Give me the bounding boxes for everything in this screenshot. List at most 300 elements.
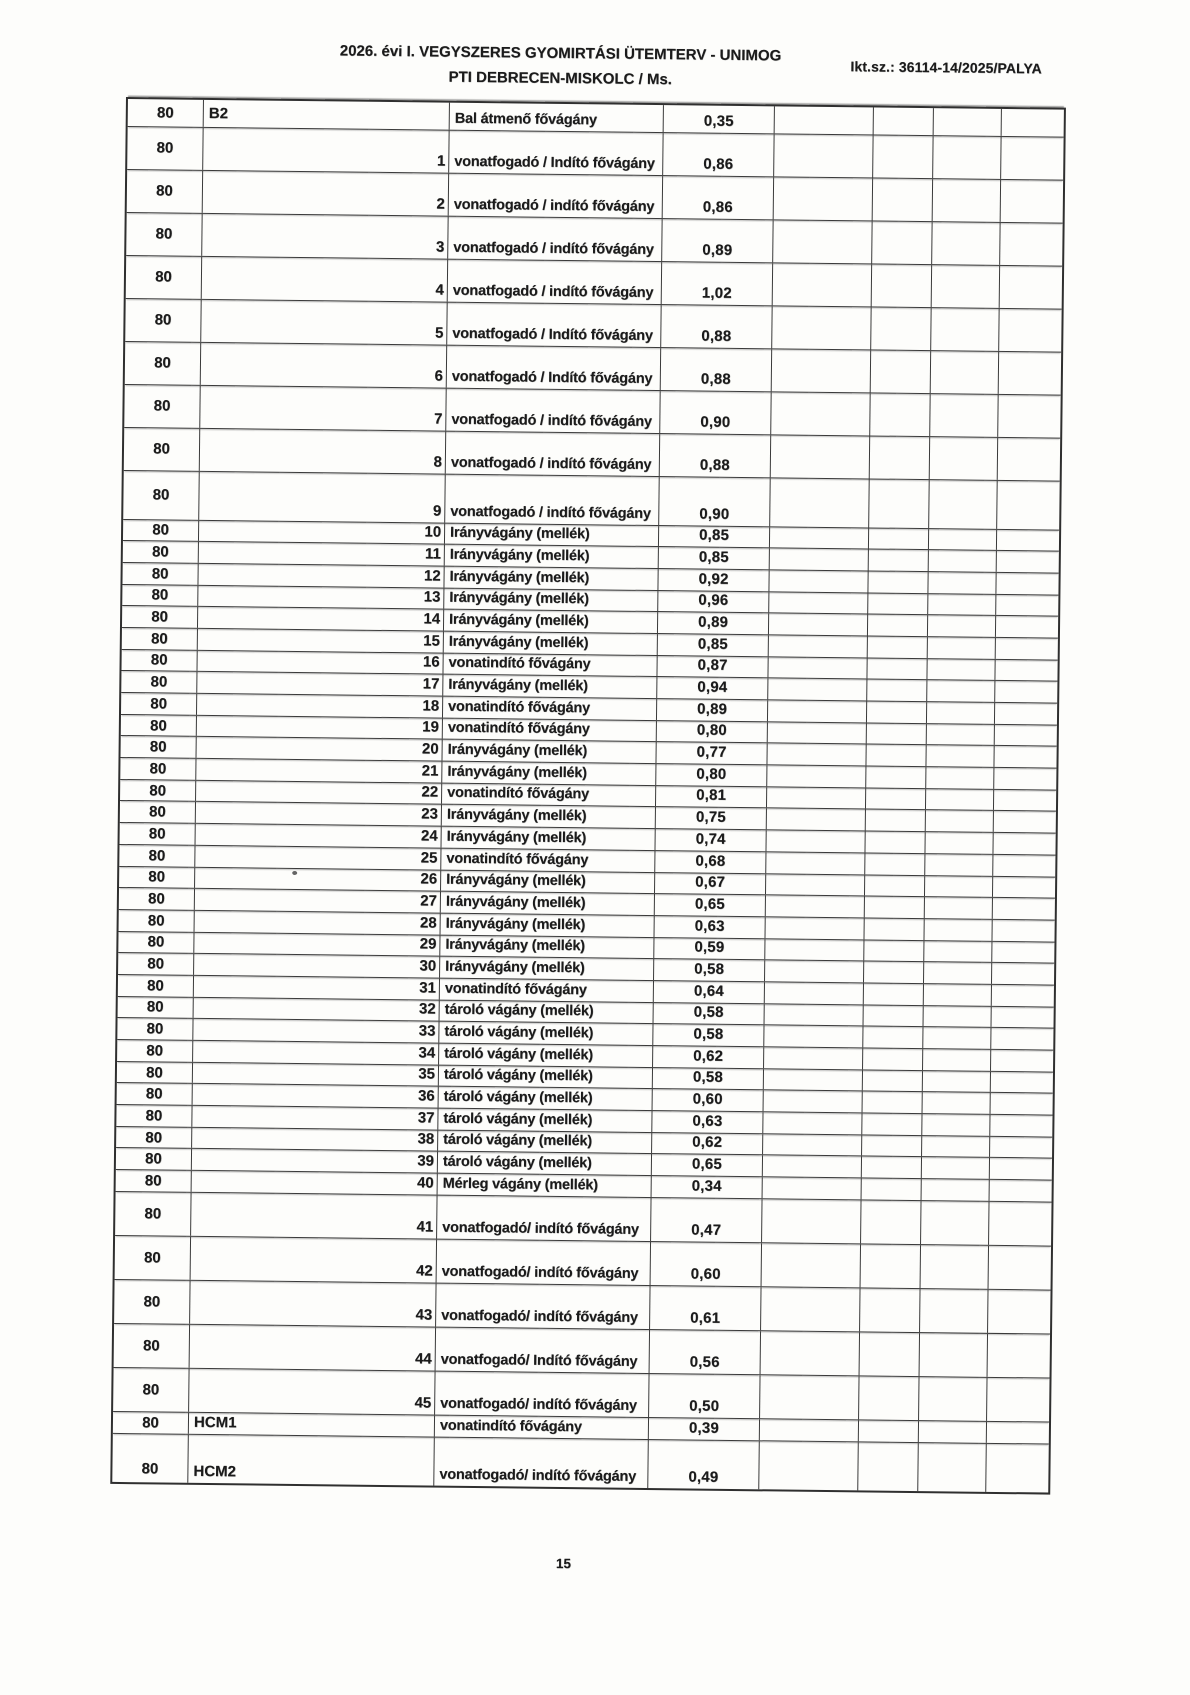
cell-empty: [994, 790, 1056, 811]
cell-track-name: Irányvágány (mellék): [441, 913, 655, 936]
cell-station-and-number: 31: [194, 976, 440, 999]
cell-track-name: vonatindító fővágány: [443, 653, 657, 676]
cell-empty: [764, 1047, 863, 1069]
cell-station-and-number: 26: [195, 867, 441, 890]
cell-station-and-number: 33: [193, 1019, 439, 1042]
cell-empty: [918, 1443, 987, 1492]
cell-track-name: vonatindító fővágány: [435, 1415, 649, 1438]
cell-line-number: 80: [118, 975, 194, 997]
cell-track-name: vonatfogadó / Indító fővágány: [447, 345, 661, 389]
cell-station-and-number: 14: [198, 607, 444, 630]
cell-treatment-value: 0,62: [652, 1133, 763, 1155]
cell-empty: [861, 1200, 921, 1244]
cell-track-name: tároló vágány (mellék): [439, 1022, 653, 1045]
cell-track-name: Irányvágány (mellék): [445, 523, 659, 546]
cell-empty: [865, 897, 925, 918]
cell-empty: [922, 1114, 990, 1135]
cell-empty: [926, 767, 994, 788]
cell-treatment-value: 0,49: [648, 1440, 760, 1489]
cell-line-number: 80: [127, 127, 203, 170]
cell-treatment-value: 0,88: [660, 434, 771, 477]
cell-line-number: 80: [116, 1148, 192, 1170]
cell-track-name: vonatfogadó / indító fővágány: [448, 259, 662, 303]
cell-treatment-value: 0,85: [659, 526, 770, 548]
cell-treatment-value: 0,80: [656, 764, 767, 786]
cell-track-name: vonatfogadó / indító fővágány: [449, 173, 663, 217]
cell-line-number: 80: [113, 1368, 189, 1412]
cell-line-number: 80: [125, 299, 201, 342]
cell-empty: [766, 852, 865, 874]
cell-line-number: 80: [113, 1412, 189, 1434]
cell-empty: [870, 393, 930, 436]
cell-treatment-value: 0,58: [654, 1003, 765, 1025]
cell-line-number: 80: [121, 650, 197, 672]
cell-empty: [873, 135, 933, 178]
cell-treatment-value: 0,75: [656, 807, 767, 829]
cell-track-name: vonatfogadó/ indító fővágány: [436, 1283, 650, 1328]
cell-treatment-value: 0,58: [653, 1068, 764, 1090]
cell-empty: [865, 853, 925, 874]
cell-station-and-number: 22: [196, 781, 442, 804]
cell-empty: [925, 854, 993, 875]
cell-treatment-value: 0,89: [657, 699, 768, 721]
cell-empty: [767, 744, 866, 766]
cell-empty: [986, 1444, 1049, 1493]
cell-station-and-number: 37: [192, 1106, 438, 1129]
cell-empty: [930, 437, 998, 480]
cell-empty: [993, 876, 1055, 897]
cell-empty: [991, 1050, 1053, 1071]
cell-empty: [928, 637, 996, 658]
cell-treatment-value: 0,88: [661, 348, 772, 391]
cell-empty: [869, 550, 929, 571]
cell-treatment-value: 0,68: [655, 851, 766, 873]
cell-line-number: 80: [123, 519, 199, 541]
cell-empty: [859, 1420, 919, 1442]
cell-line-number: 80: [114, 1280, 190, 1324]
cell-empty: [921, 1201, 989, 1245]
cell-empty: [864, 918, 924, 939]
cell-empty: [925, 832, 993, 853]
cell-treatment-value: 0,65: [652, 1154, 763, 1176]
cell-line-number: 80: [119, 845, 195, 867]
cell-empty: [870, 436, 930, 479]
cell-empty: [866, 810, 926, 831]
cell-empty: [774, 134, 873, 177]
cell-empty: [1001, 136, 1063, 179]
cell-treatment-value: 0,64: [654, 981, 765, 1003]
cell-empty: [927, 702, 995, 723]
cell-empty: [929, 529, 997, 550]
cell-empty: [869, 528, 929, 549]
cell-line-number: 80: [122, 606, 198, 628]
cell-track-name: Irányvágány (mellék): [442, 762, 656, 785]
cell-treatment-value: 0,87: [657, 656, 768, 678]
cell-line-number: 80: [128, 99, 204, 126]
document-title-line1: 2026. évi I. VEGYSZERES GYOMIRTÁSI ÜTEMTERV - UNIMOG: [339, 42, 782, 65]
cell-station-and-number: 30: [194, 954, 440, 977]
cell-empty: [769, 614, 868, 636]
cell-station-and-number: 7: [200, 385, 446, 430]
cell-track-name: vonatfogadó/ indító fővágány: [434, 1437, 649, 1487]
document-number: Ikt.sz.: 36114-14/2025/PALYA: [850, 58, 1042, 77]
cell-station-and-number: 13: [198, 585, 444, 608]
cell-empty: [932, 222, 1000, 265]
cell-empty: [767, 809, 866, 831]
cell-track-name: vonatfogadó/ indító fővágány: [435, 1371, 649, 1416]
cell-empty: [761, 1287, 860, 1331]
cell-empty: [922, 1158, 990, 1179]
cell-station-and-number: 36: [193, 1084, 439, 1107]
cell-empty: [765, 982, 864, 1004]
table-row: [112, 1434, 1048, 1493]
cell-track-name: Irányvágány (mellék): [444, 567, 658, 590]
cell-empty: [923, 1027, 991, 1048]
cell-station-and-number: 42: [191, 1237, 437, 1283]
cell-empty: [864, 1005, 924, 1026]
cell-empty: [765, 961, 864, 983]
cell-empty: [995, 681, 1057, 702]
cell-empty: [764, 1091, 863, 1113]
cell-line-number: 80: [120, 780, 196, 802]
cell-empty: [766, 895, 865, 917]
cell-empty: [863, 1027, 923, 1048]
cell-empty: [934, 108, 1002, 135]
cell-empty: [761, 1331, 860, 1375]
cell-station-and-number: 8: [200, 428, 446, 473]
cell-track-name: vonatfogadó / indító fővágány: [445, 474, 660, 524]
cell-station-and-number: 41: [191, 1193, 437, 1239]
cell-empty: [933, 136, 1001, 179]
cell-track-name: Mérleg vágány (mellék): [438, 1174, 652, 1197]
cell-empty: [762, 1199, 861, 1243]
cell-line-number: 80: [119, 866, 195, 888]
cell-treatment-value: 0,86: [663, 133, 774, 176]
cell-empty: [769, 635, 868, 657]
cell-empty: [992, 920, 1054, 941]
cell-empty: [763, 1177, 862, 1199]
cell-empty: [993, 898, 1055, 919]
cell-station-and-number: 27: [195, 889, 441, 912]
cell-station-and-number: 29: [194, 932, 440, 955]
cell-track-name: Irányvágány (mellék): [442, 827, 656, 850]
cell-empty: [770, 549, 869, 571]
cell-line-number: 80: [115, 1236, 191, 1280]
cell-line-number: 80: [124, 428, 200, 471]
cell-station-and-number: HCM1: [189, 1413, 435, 1437]
cell-empty: [768, 657, 867, 679]
cell-empty: [762, 1243, 861, 1287]
cell-empty: [766, 874, 865, 896]
cell-empty: [992, 985, 1054, 1006]
cell-track-name: Irányvágány (mellék): [441, 870, 655, 893]
cell-empty: [760, 1375, 859, 1419]
cell-track-name: Irányvágány (mellék): [441, 892, 655, 915]
cell-station-and-number: 6: [201, 342, 447, 387]
cell-station-and-number: 24: [196, 824, 442, 847]
cell-empty: [990, 1137, 1052, 1158]
cell-line-number: 80: [121, 736, 197, 758]
cell-empty: [858, 1442, 919, 1491]
cell-empty: [860, 1288, 920, 1332]
cell-empty: [991, 1072, 1053, 1093]
cell-track-name: Bal átmenő fővágány: [450, 103, 664, 132]
cell-line-number: 80: [125, 342, 201, 385]
cell-empty: [871, 350, 931, 393]
cell-empty: [924, 941, 992, 962]
cell-empty: [1002, 109, 1064, 136]
cell-empty: [929, 550, 997, 571]
cell-station-and-number: HCM2: [188, 1435, 435, 1486]
cell-line-number: 80: [115, 1192, 191, 1236]
cell-station-and-number: 4: [202, 256, 448, 301]
cell-empty: [930, 394, 998, 437]
cell-empty: [869, 479, 930, 528]
cell-empty: [772, 349, 871, 392]
cell-empty: [988, 1334, 1050, 1378]
cell-station-and-number: 1: [203, 127, 449, 172]
cell-line-number: 80: [122, 563, 198, 585]
cell-empty: [873, 178, 933, 221]
cell-station-and-number: 16: [197, 650, 443, 673]
cell-station-and-number: 19: [197, 716, 443, 739]
weed-control-schedule-table: [110, 97, 1066, 1494]
cell-line-number: 80: [119, 910, 195, 932]
cell-line-number: 80: [117, 1083, 193, 1105]
cell-empty: [996, 573, 1058, 594]
cell-empty: [924, 984, 992, 1005]
cell-empty: [995, 703, 1057, 724]
cell-empty: [1001, 179, 1063, 222]
cell-station-and-number: B2: [204, 100, 450, 129]
cell-track-name: Irányvágány (mellék): [443, 675, 657, 698]
cell-empty: [766, 917, 865, 939]
cell-empty: [872, 264, 932, 307]
cell-empty: [861, 1244, 921, 1288]
cell-treatment-value: 0,35: [664, 105, 775, 133]
cell-treatment-value: 0,85: [658, 634, 769, 656]
cell-empty: [768, 700, 867, 722]
cell-empty: [863, 1048, 923, 1069]
cell-station-and-number: 21: [196, 759, 442, 782]
cell-empty: [765, 1004, 864, 1026]
cell-station-and-number: 15: [198, 629, 444, 652]
cell-empty: [920, 1333, 988, 1377]
cell-station-and-number: 17: [197, 672, 443, 695]
cell-treatment-value: 0,90: [660, 391, 771, 434]
cell-empty: [1000, 222, 1062, 265]
cell-empty: [767, 787, 866, 809]
cell-empty: [862, 1157, 922, 1178]
cell-empty: [987, 1422, 1049, 1444]
cell-treatment-value: 0,62: [653, 1046, 764, 1068]
cell-empty: [996, 616, 1058, 637]
cell-empty: [763, 1156, 862, 1178]
cell-treatment-value: 0,63: [652, 1111, 763, 1133]
cell-empty: [922, 1179, 990, 1200]
cell-treatment-value: 0,80: [657, 721, 768, 743]
cell-line-number: 80: [112, 1434, 189, 1483]
cell-line-number: 80: [118, 953, 194, 975]
cell-treatment-value: 0,96: [658, 591, 769, 613]
cell-track-name: Irányvágány (mellék): [442, 805, 656, 828]
cell-station-and-number: 3: [202, 213, 448, 258]
cell-line-number: 80: [114, 1324, 190, 1368]
cell-track-name: tároló vágány (mellék): [439, 1087, 653, 1110]
cell-empty: [987, 1378, 1049, 1422]
cell-empty: [769, 592, 868, 614]
cell-empty: [998, 437, 1060, 480]
cell-line-number: 80: [127, 170, 203, 213]
cell-line-number: 80: [121, 671, 197, 693]
cell-empty: [862, 1113, 922, 1134]
document-title-line2: PTI DEBRECEN-MISKOLC / Ms.: [448, 68, 672, 89]
cell-empty: [768, 722, 867, 744]
cell-empty: [770, 478, 870, 527]
cell-empty: [926, 746, 994, 767]
cell-empty: [770, 527, 869, 549]
cell-empty: [764, 1026, 863, 1048]
cell-empty: [990, 1115, 1052, 1136]
cell-line-number: 80: [118, 932, 194, 954]
cell-empty: [991, 1093, 1053, 1114]
cell-station-and-number: 11: [199, 542, 445, 565]
cell-empty: [999, 351, 1061, 394]
cell-empty: [928, 594, 996, 615]
cell-track-name: vonatindító fővágány: [441, 848, 655, 871]
cell-treatment-value: 0,60: [651, 1242, 762, 1286]
cell-empty: [860, 1332, 920, 1376]
cell-line-number: 80: [126, 213, 202, 256]
cell-empty: [997, 529, 1059, 550]
cell-line-number: 80: [117, 1062, 193, 1084]
cell-empty: [993, 833, 1055, 854]
cell-empty: [927, 724, 995, 745]
cell-empty: [924, 1006, 992, 1027]
cell-station-and-number: 2: [203, 170, 449, 215]
cell-line-number: 80: [123, 541, 199, 563]
cell-treatment-value: 0,39: [649, 1418, 760, 1440]
cell-line-number: 80: [117, 1040, 193, 1062]
cell-empty: [773, 220, 872, 263]
cell-treatment-value: 1,02: [662, 262, 773, 305]
cell-empty: [923, 1071, 991, 1092]
page-number: 15: [555, 1555, 571, 1572]
cell-station-and-number: 10: [199, 520, 445, 543]
cell-empty: [931, 308, 999, 351]
cell-empty: [996, 594, 1058, 615]
cell-empty: [763, 1112, 862, 1134]
cell-empty: [931, 351, 999, 394]
cell-station-and-number: 9: [199, 471, 446, 522]
cell-treatment-value: 0,90: [659, 477, 771, 526]
cell-track-name: vonatfogadó / Indító fővágány: [447, 302, 661, 346]
cell-track-name: vonatfogadó / indító fővágány: [446, 431, 660, 475]
cell-treatment-value: 0,47: [651, 1198, 762, 1242]
cell-empty: [867, 680, 927, 701]
cell-empty: [997, 480, 1060, 529]
cell-empty: [865, 832, 925, 853]
cell-empty: [773, 263, 872, 306]
cell-empty: [992, 941, 1054, 962]
cell-station-and-number: 5: [201, 299, 447, 344]
cell-track-name: vonatindító fővágány: [442, 783, 656, 806]
cell-empty: [927, 659, 995, 680]
cell-empty: [868, 615, 928, 636]
cell-empty: [924, 962, 992, 983]
cell-empty: [866, 745, 926, 766]
cell-empty: [871, 307, 931, 350]
cell-empty: [1000, 265, 1062, 308]
cell-station-and-number: 32: [194, 997, 440, 1020]
cell-track-name: vonatfogadó / indító fővágány: [446, 388, 660, 432]
cell-empty: [862, 1179, 922, 1200]
cell-treatment-value: 0,89: [658, 612, 769, 634]
cell-track-name: Irányvágány (mellék): [445, 545, 659, 568]
cell-empty: [923, 1092, 991, 1113]
cell-treatment-value: 0,88: [661, 305, 772, 348]
cell-empty: [989, 1246, 1051, 1290]
cell-empty: [760, 1419, 859, 1441]
cell-line-number: 80: [116, 1105, 192, 1127]
cell-empty: [998, 394, 1060, 437]
cell-empty: [926, 789, 994, 810]
cell-line-number: 80: [123, 470, 200, 519]
cell-track-name: tároló vágány (mellék): [440, 1000, 654, 1023]
cell-empty: [926, 811, 994, 832]
cell-empty: [993, 855, 1055, 876]
cell-station-and-number: 25: [195, 846, 441, 869]
cell-empty: [992, 963, 1054, 984]
cell-track-name: tároló vágány (mellék): [439, 1065, 653, 1088]
cell-treatment-value: 0,50: [649, 1374, 760, 1418]
cell-empty: [767, 765, 866, 787]
cell-empty: [927, 680, 995, 701]
cell-empty: [774, 177, 873, 220]
cell-empty: [866, 767, 926, 788]
cell-empty: [763, 1134, 862, 1156]
cell-treatment-value: 0,58: [653, 1024, 764, 1046]
cell-empty: [999, 308, 1061, 351]
cell-empty: [867, 701, 927, 722]
cell-track-name: Irányvágány (mellék): [444, 588, 658, 611]
cell-empty: [928, 615, 996, 636]
cell-line-number: 80: [122, 628, 198, 650]
cell-treatment-value: 0,34: [652, 1176, 763, 1198]
cell-line-number: 80: [117, 1018, 193, 1040]
cell-empty: [772, 306, 871, 349]
cell-line-number: 80: [119, 888, 195, 910]
cell-track-name: vonatfogadó/ indító fővágány: [437, 1195, 651, 1240]
cell-empty: [872, 221, 932, 264]
cell-empty: [864, 962, 924, 983]
cell-empty: [994, 811, 1056, 832]
cell-empty: [932, 265, 1000, 308]
cell-empty: [768, 679, 867, 701]
cell-empty: [771, 392, 870, 435]
cell-station-and-number: 45: [189, 1369, 435, 1415]
cell-track-name: vonatfogadó / indító fővágány: [448, 216, 662, 260]
cell-treatment-value: 0,67: [655, 873, 766, 895]
cell-treatment-value: 0,89: [662, 219, 773, 262]
cell-track-name: tároló vágány (mellék): [438, 1152, 652, 1175]
cell-empty: [862, 1135, 922, 1156]
cell-empty: [764, 1069, 863, 1091]
cell-line-number: 80: [122, 585, 198, 607]
cell-empty: [995, 725, 1057, 746]
cell-empty: [919, 1421, 987, 1443]
cell-line-number: 80: [118, 997, 194, 1019]
